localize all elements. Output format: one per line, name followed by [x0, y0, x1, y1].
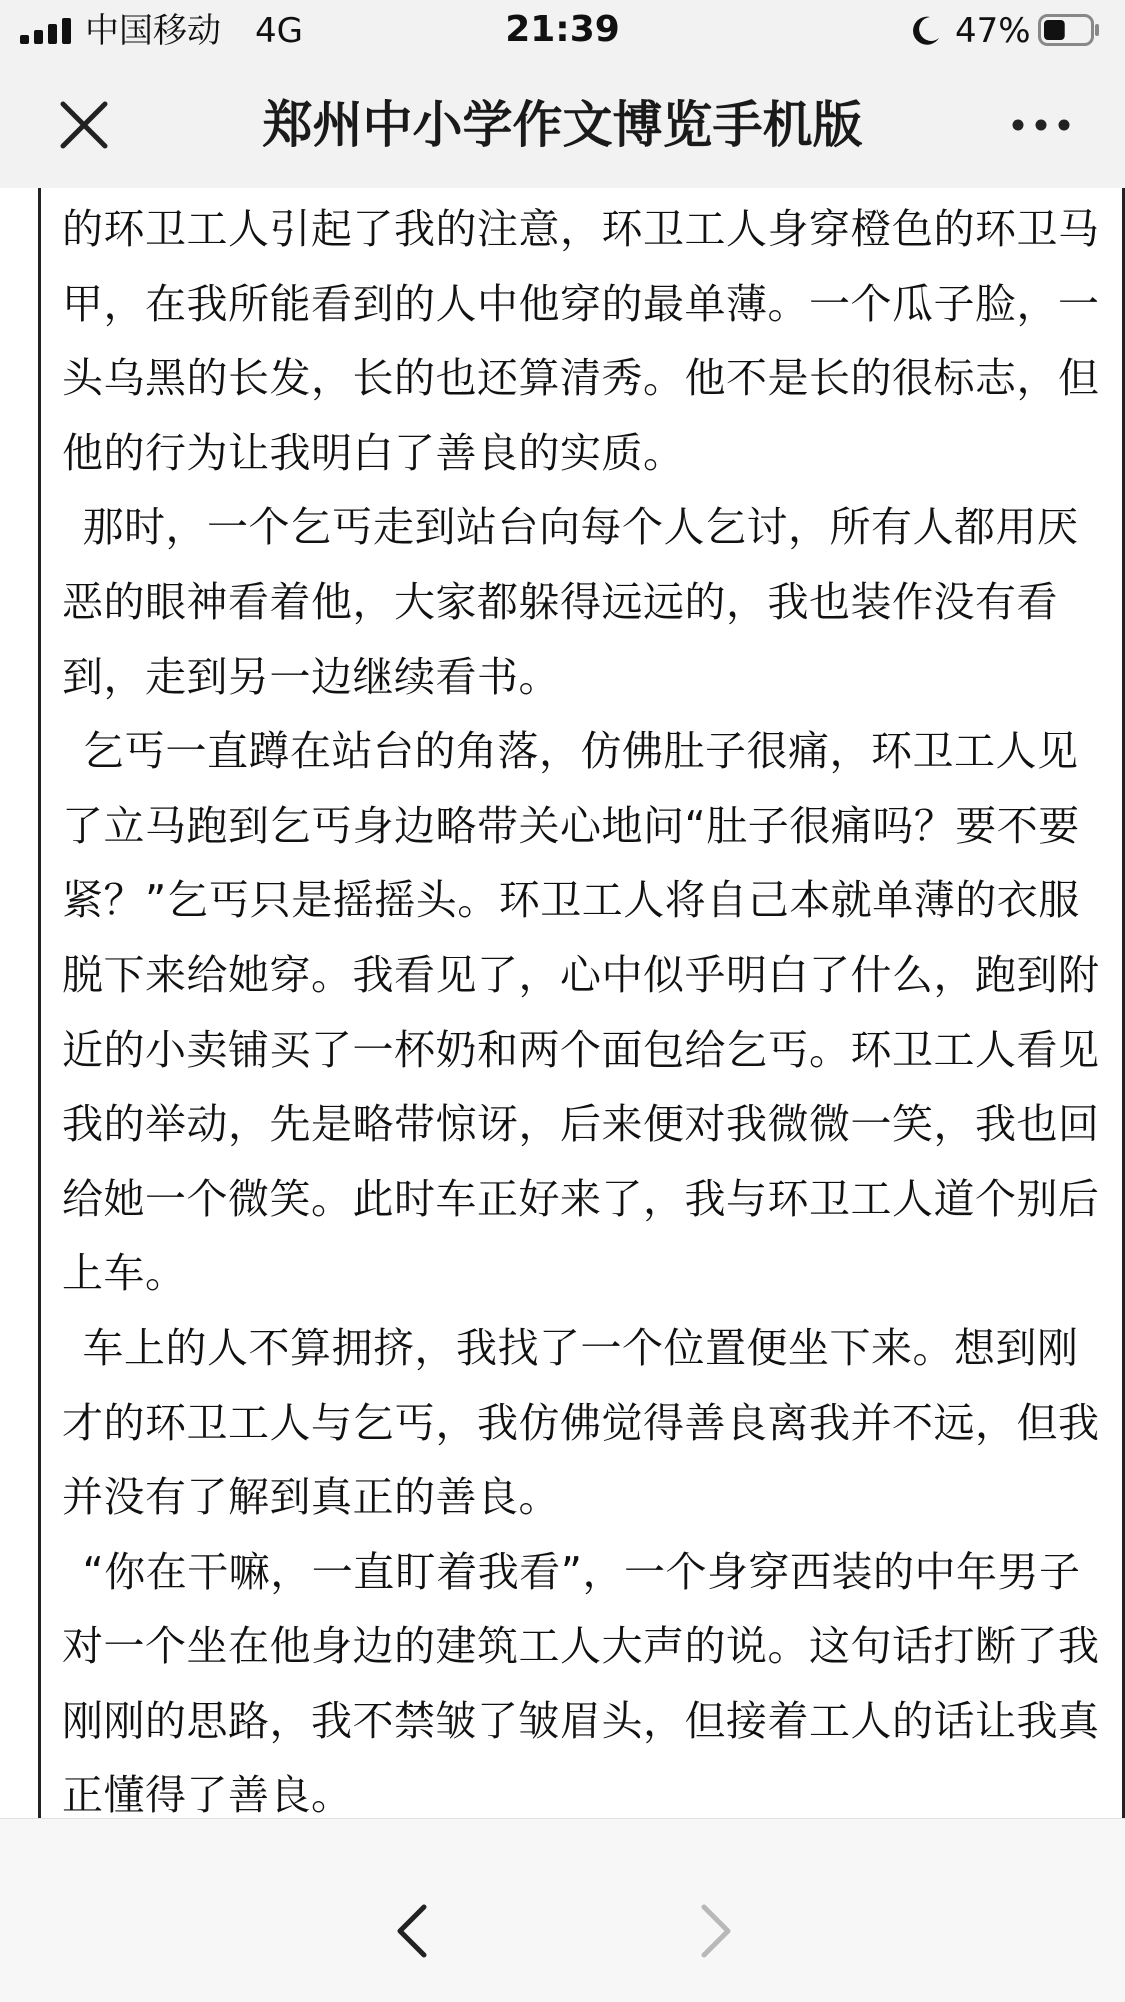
chevron-left-icon[interactable]	[392, 1901, 432, 1961]
battery-icon	[1038, 14, 1100, 46]
clock: 21:39	[505, 9, 620, 50]
article-paragraph: 车上的人不算拥挤，我找了一个位置便坐下来。想到刚才的环卫工人与乞丐，我仿佛觉得善良离我并不远，但我并没有了解到真正的善良。	[62, 1323, 1100, 1522]
article-body	[62, 192, 1112, 1818]
page-title: 郑州中小学作文博览手机版	[262, 96, 863, 154]
article-viewport[interactable]	[0, 188, 1125, 1818]
bottom-toolbar	[0, 1818, 1125, 2002]
status-bar	[0, 0, 1125, 62]
carrier-label: 中国移动	[85, 11, 221, 51]
article-paragraph: “你在干嘛，一直盯着我看”，一个身穿西装的中年男子对一个坐在他身边的建筑工人大声的说。这句话打断了我刚刚的思路，我不禁皱了皱眉头，但接着工人的话让我真正懂得了善良。	[62, 1547, 1100, 1818]
content-border-left	[38, 188, 41, 1818]
nav-bar	[0, 62, 1125, 189]
moon-icon	[908, 14, 942, 48]
more-icon[interactable]	[1010, 112, 1072, 138]
close-icon[interactable]	[55, 96, 113, 154]
article-paragraph: 那时，一个乞丐走到站台向每个人乞讨，所有人都用厌恶的眼神看着他，大家都躲得远远的，我也装作没有看到，走到另一边继续看书。	[62, 503, 1079, 701]
article-paragraph: 的环卫工人引起了我的注意，环卫工人身穿橙色的环卫马甲，在我所能看到的人中他穿的最单薄。一个瓜子脸，一头乌黑的长发，长的也还算清秀。他不是长的很标志，但他的行为让我明白了善良的实质。	[62, 205, 1100, 477]
battery-fill	[1044, 20, 1065, 40]
battery-percent: 47%	[955, 11, 1031, 51]
chevron-right-icon	[696, 1901, 736, 1961]
network-type-label: 4G	[255, 11, 303, 51]
article-paragraph: 乞丐一直蹲在站台的角落，仿佛肚子很痛，环卫工人见了立马跑到乞丐身边略带关心地问“肚子很痛吗？要不要紧？”乞丐只是摇摇头。环卫工人将自己本就单薄的衣服脱下来给她穿。我看见了，心中似乎明白了什么，跑到附近的小卖铺买了一杯奶和两个面包给乞丐。环卫工人看见我的举动，先是略带惊讶，后来便对我微微一笑，我也回给她一个微笑。此时车正好来了，我与环卫工人道个别后上车。	[62, 727, 1100, 1298]
